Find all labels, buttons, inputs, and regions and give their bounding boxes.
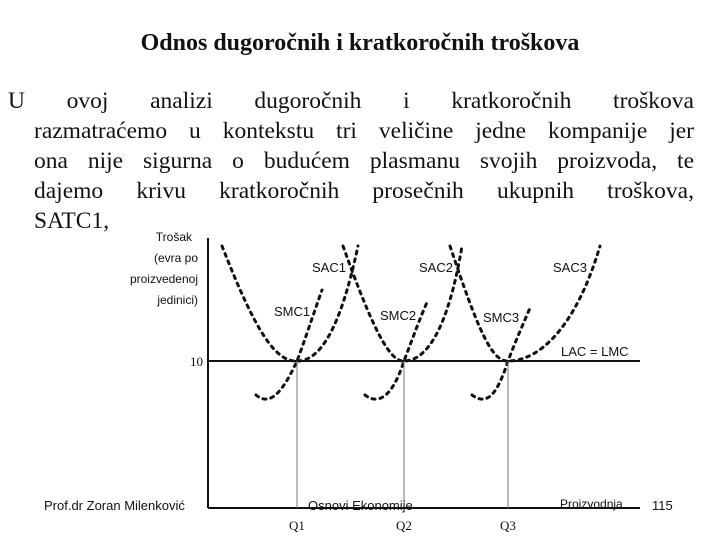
- smc2-label: SMC2: [380, 308, 417, 323]
- footer-page-number: 115: [652, 498, 673, 513]
- slide-title: Odnos dugoročnih i kratkoročnih troškova: [140, 30, 580, 56]
- x-tick-q1: Q1: [289, 518, 305, 533]
- x-tick-q3: Q3: [500, 518, 516, 533]
- x-axis-label: Proizvodnja: [560, 497, 623, 511]
- paragraph-line-4: dajemo krivu kratkoročnih prosečnih ukupnih troškova,: [34, 178, 694, 204]
- footer-author: Prof.dr Zoran Milenković: [44, 498, 185, 513]
- sac1-label: SAC1: [312, 260, 346, 275]
- y-tick-10: 10: [190, 354, 203, 369]
- paragraph-line-5: SATC1,: [34, 208, 110, 234]
- y-axis-label-line-4: jedinici): [157, 293, 198, 307]
- y-axis-label-line-2: (evra po: [153, 251, 198, 265]
- paragraph-line-3: ona nije sigurna o budućem plasmanu svojih proizvoda, te: [34, 148, 694, 174]
- smc3-label: SMC3: [483, 310, 520, 325]
- paragraph-line-2: razmatraćemo u kontekstu tri veličine jedne kompanije jer: [34, 118, 694, 144]
- y-axis-label-line-1: Trošak: [155, 230, 192, 244]
- sac2-label: SAC2: [419, 260, 453, 275]
- y-axis-label-line-3: proizvedenoj: [129, 272, 198, 286]
- lac-lmc-label: LAC = LMC: [561, 344, 629, 359]
- sac3-label: SAC3: [553, 260, 587, 275]
- paragraph-line-1: U ovoj analizi dugoročnih i kratkoročnih troškova: [8, 88, 694, 114]
- footer-course: Osnovi Ekonomije: [308, 498, 413, 513]
- x-tick-q2: Q2: [396, 518, 412, 533]
- smc1-label: SMC1: [274, 304, 311, 319]
